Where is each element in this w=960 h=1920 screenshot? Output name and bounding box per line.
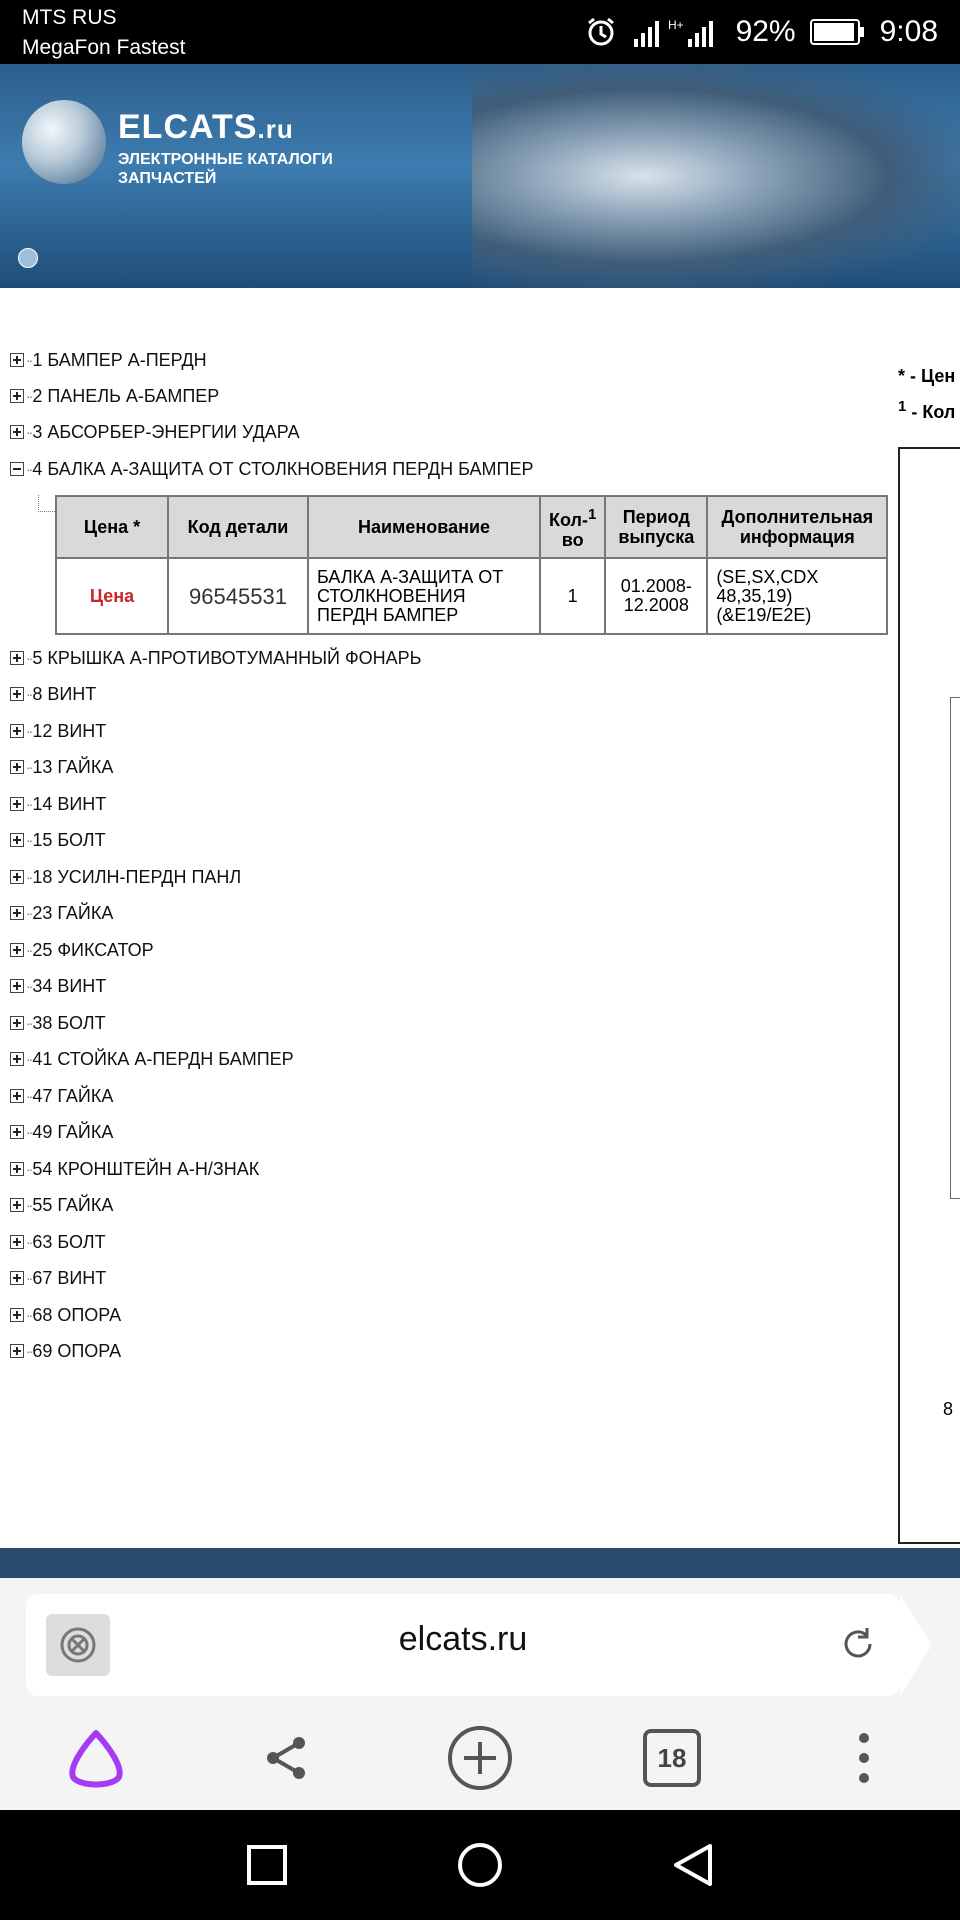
col-header-qty bbox=[540, 496, 605, 558]
tree-item-label: 25 ФИКСАТОР bbox=[32, 939, 154, 960]
expand-icon[interactable] bbox=[10, 1016, 24, 1030]
expand-icon[interactable] bbox=[10, 870, 24, 884]
globe-logo-icon bbox=[22, 100, 106, 184]
name-line: БАЛКА А-ЗАЩИТА ОТ bbox=[317, 566, 504, 587]
tree-item-label: 15 БОЛТ bbox=[32, 829, 106, 850]
tree-item[interactable]: ·· 47 ГАЙКА bbox=[10, 1080, 113, 1112]
expand-icon[interactable] bbox=[10, 906, 24, 920]
parts-table bbox=[55, 495, 888, 635]
qty-footnote-mark: 1 bbox=[587, 505, 597, 523]
tree-item-label: 5 КРЫШКА А-ПРОТИВОТУМАННЫЙ ФОНАРЬ bbox=[32, 647, 422, 668]
expand-icon[interactable] bbox=[10, 1271, 24, 1285]
period-header-line: Период bbox=[622, 507, 690, 527]
expand-icon[interactable] bbox=[10, 1198, 24, 1212]
diagram-part-outline bbox=[950, 697, 960, 1199]
expand-icon[interactable] bbox=[10, 797, 24, 811]
reload-icon[interactable] bbox=[832, 1618, 884, 1670]
tree-item-label: 67 ВИНТ bbox=[32, 1267, 107, 1288]
part-name bbox=[308, 558, 540, 634]
carrier-secondary: MegaFon Fastest bbox=[22, 36, 186, 59]
tree-item-label: 18 УСИЛН-ПЕРДН ПАНЛ bbox=[32, 866, 242, 887]
tree-item[interactable]: ·· 1 БАМПЕР А-ПЕРДН bbox=[10, 344, 207, 376]
col-header-name: Наименование bbox=[308, 496, 540, 558]
tree-item-label: 4 БАЛКА А-ЗАЩИТА ОТ СТОЛКНОВЕНИЯ ПЕРДН БАМПЕР bbox=[32, 458, 534, 479]
table-row bbox=[56, 558, 887, 634]
browser-toolbar bbox=[0, 1708, 960, 1808]
url-text[interactable]: elcats.ru bbox=[398, 1620, 528, 1658]
diagram-callout[interactable]: 8 bbox=[943, 1399, 954, 1419]
engine-image bbox=[472, 64, 960, 288]
tree-item[interactable]: ·· 14 ВИНТ bbox=[10, 788, 106, 820]
tree-connector bbox=[38, 495, 55, 512]
tree-item-label: 12 ВИНТ bbox=[32, 720, 107, 741]
home-icon[interactable] bbox=[445, 1830, 515, 1900]
qty-header-line: Кол- bbox=[549, 509, 588, 530]
tree-item-label: 47 ГАЙКА bbox=[32, 1085, 114, 1106]
period-header-line: выпуска bbox=[618, 527, 695, 547]
tree-item[interactable]: ·· 34 ВИНТ bbox=[10, 970, 106, 1002]
recents-icon[interactable] bbox=[232, 1830, 302, 1900]
expand-icon[interactable] bbox=[10, 724, 24, 738]
info-line: (&E19/E2E) bbox=[716, 604, 812, 625]
new-tab-icon[interactable] bbox=[440, 1718, 520, 1798]
tagline-line: ЗАПЧАСТЕЙ bbox=[118, 170, 217, 187]
battery-percent: 92% bbox=[735, 15, 796, 48]
col-header-price: Цена * bbox=[56, 496, 168, 558]
expand-icon[interactable] bbox=[10, 1125, 24, 1139]
tree-item-label: 3 АБСОРБЕР-ЭНЕРГИИ УДАРА bbox=[32, 421, 300, 442]
tree-item[interactable]: ·· 69 ОПОРА bbox=[10, 1335, 121, 1367]
tree-item-label: 49 ГАЙКА bbox=[32, 1121, 114, 1142]
tree-item[interactable]: ·· 5 КРЫШКА А-ПРОТИВОТУМАННЫЙ ФОНАРЬ bbox=[10, 642, 421, 674]
tree-item[interactable]: ·· 13 ГАЙКА bbox=[10, 751, 113, 783]
tree-item-label: 55 ГАЙКА bbox=[32, 1194, 114, 1215]
site-logo[interactable] bbox=[118, 108, 294, 147]
col-header-info bbox=[707, 496, 887, 558]
tree-item-label: 68 ОПОРА bbox=[32, 1304, 122, 1325]
tree-item[interactable]: ·· 54 КРОНШТЕЙН А-Н/ЗНАК bbox=[10, 1153, 259, 1185]
tree-item-label: 41 СТОЙКА А-ПЕРДН БАМПЕР bbox=[32, 1048, 294, 1069]
tree-item[interactable]: ·· 15 БОЛТ bbox=[10, 824, 106, 856]
alarm-icon bbox=[584, 15, 618, 49]
site-footer-nav bbox=[0, 1548, 960, 1578]
tree-item-label: 2 ПАНЕЛЬ А-БАМПЕР bbox=[32, 385, 220, 406]
tree-item[interactable]: ·· 8 ВИНТ bbox=[10, 678, 96, 710]
site-banner bbox=[0, 64, 960, 288]
legend-price-note: * - Цен bbox=[898, 366, 956, 386]
expand-icon[interactable] bbox=[10, 1089, 24, 1103]
alice-assistant-icon[interactable] bbox=[56, 1718, 136, 1798]
expand-icon[interactable] bbox=[10, 1235, 24, 1249]
part-code[interactable]: 96545531 bbox=[168, 558, 308, 634]
expand-icon[interactable] bbox=[10, 1344, 24, 1358]
collapse-icon[interactable] bbox=[10, 462, 24, 476]
site-tagline bbox=[118, 150, 333, 188]
legend-mark: 1 bbox=[898, 398, 907, 415]
col-header-code: Код детали bbox=[168, 496, 308, 558]
tabs-button[interactable] bbox=[632, 1718, 712, 1798]
expand-icon[interactable] bbox=[10, 1308, 24, 1322]
parts-diagram[interactable] bbox=[898, 447, 960, 1544]
part-period bbox=[605, 558, 707, 634]
address-bar[interactable] bbox=[26, 1594, 900, 1696]
tree-item-label: 23 ГАЙКА bbox=[32, 902, 114, 923]
tree-item[interactable]: ·· 41 СТОЙКА А-ПЕРДН БАМПЕР bbox=[10, 1043, 294, 1075]
carrier-primary: MTS RUS bbox=[22, 6, 117, 29]
expand-icon[interactable] bbox=[10, 760, 24, 774]
expand-icon[interactable] bbox=[10, 1162, 24, 1176]
tree-item-label: 34 ВИНТ bbox=[32, 975, 107, 996]
expand-icon[interactable] bbox=[10, 1052, 24, 1066]
tab-count: 18 bbox=[643, 1729, 701, 1787]
expand-icon[interactable] bbox=[10, 833, 24, 847]
part-info bbox=[707, 558, 887, 634]
expand-icon[interactable] bbox=[10, 389, 24, 403]
info-line: (SE,SX,CDX bbox=[716, 566, 819, 587]
svg-text:H+: H+ bbox=[667, 18, 684, 32]
info-header-line: Дополнительная bbox=[721, 507, 874, 527]
expand-icon[interactable] bbox=[10, 979, 24, 993]
tree-item[interactable]: ·· 12 ВИНТ bbox=[10, 715, 106, 747]
back-icon[interactable] bbox=[658, 1830, 728, 1900]
expand-icon[interactable] bbox=[10, 425, 24, 439]
tree-item[interactable]: ·· 23 ГАЙКА bbox=[10, 897, 113, 929]
tagline-line: ЭЛЕКТРОННЫЕ КАТАЛОГИ bbox=[118, 151, 333, 168]
share-icon[interactable] bbox=[246, 1718, 326, 1798]
status-bar bbox=[0, 0, 960, 64]
part-qty: 1 bbox=[540, 558, 605, 634]
period-line: 01.2008- bbox=[620, 576, 692, 596]
expand-icon[interactable] bbox=[10, 353, 24, 367]
tree-item-label: 1 БАМПЕР А-ПЕРДН bbox=[32, 349, 207, 370]
tree-item-label: 38 БОЛТ bbox=[32, 1012, 106, 1033]
brand-name: ELCATS bbox=[118, 108, 258, 146]
legend-qty-note bbox=[898, 398, 955, 423]
tree-item-label: 8 ВИНТ bbox=[32, 683, 97, 704]
tree-item[interactable]: ·· 68 ОПОРА bbox=[10, 1299, 121, 1331]
info-line: 48,35,19) bbox=[716, 585, 793, 606]
expand-icon[interactable] bbox=[10, 943, 24, 957]
tree-item[interactable]: ·· 2 ПАНЕЛЬ А-БАМПЕР bbox=[10, 380, 219, 412]
name-line: СТОЛКНОВЕНИЯ bbox=[317, 585, 466, 606]
tree-item-label: 14 ВИНТ bbox=[32, 793, 107, 814]
period-line: 12.2008 bbox=[623, 595, 689, 615]
tree-item[interactable]: ·· 3 АБСОРБЕР-ЭНЕРГИИ УДАРА bbox=[10, 416, 300, 448]
tree-item-label: 69 ОПОРА bbox=[32, 1340, 122, 1361]
legend-text: - Кол bbox=[906, 402, 956, 422]
battery-icon bbox=[810, 19, 866, 45]
tree-item[interactable]: ·· 49 ГАЙКА bbox=[10, 1116, 113, 1148]
qty-header-line: во bbox=[561, 529, 584, 550]
name-line: ПЕРДН БАМПЕР bbox=[317, 604, 459, 625]
more-menu-icon[interactable] bbox=[824, 1718, 904, 1798]
expand-icon[interactable] bbox=[10, 687, 24, 701]
expand-icon[interactable] bbox=[10, 651, 24, 665]
browser-chrome bbox=[0, 1578, 960, 1810]
col-header-period bbox=[605, 496, 707, 558]
banner-nav-dot[interactable] bbox=[18, 248, 38, 268]
info-header-line: информация bbox=[739, 527, 855, 547]
price-link[interactable]: Цена bbox=[56, 558, 168, 634]
tree-item[interactable]: ·· 18 УСИЛН-ПЕРДН ПАНЛ bbox=[10, 861, 241, 893]
signal-icon bbox=[632, 15, 722, 49]
system-nav-bar bbox=[0, 1810, 960, 1920]
tree-item[interactable]: ·· 38 БОЛТ bbox=[10, 1007, 106, 1039]
tree-item[interactable]: ·· 63 БОЛТ bbox=[10, 1226, 106, 1258]
tree-item-label: 54 КРОНШТЕЙН А-Н/ЗНАК bbox=[32, 1158, 260, 1179]
tree-item-label: 63 БОЛТ bbox=[32, 1231, 106, 1252]
brand-suffix: .ru bbox=[257, 114, 294, 144]
clock: 9:08 bbox=[879, 15, 938, 48]
tree-item-label: 13 ГАЙКА bbox=[32, 756, 114, 777]
tree-item[interactable]: ·· 55 ГАЙКА bbox=[10, 1189, 113, 1221]
tree-item-expanded[interactable]: ·· 4 БАЛКА А-ЗАЩИТА ОТ СТОЛКНОВЕНИЯ ПЕРДН БАМПЕР bbox=[10, 453, 534, 485]
tree-item[interactable]: ·· 67 ВИНТ bbox=[10, 1262, 106, 1294]
tree-item[interactable]: ·· 25 ФИКСАТОР bbox=[10, 934, 154, 966]
